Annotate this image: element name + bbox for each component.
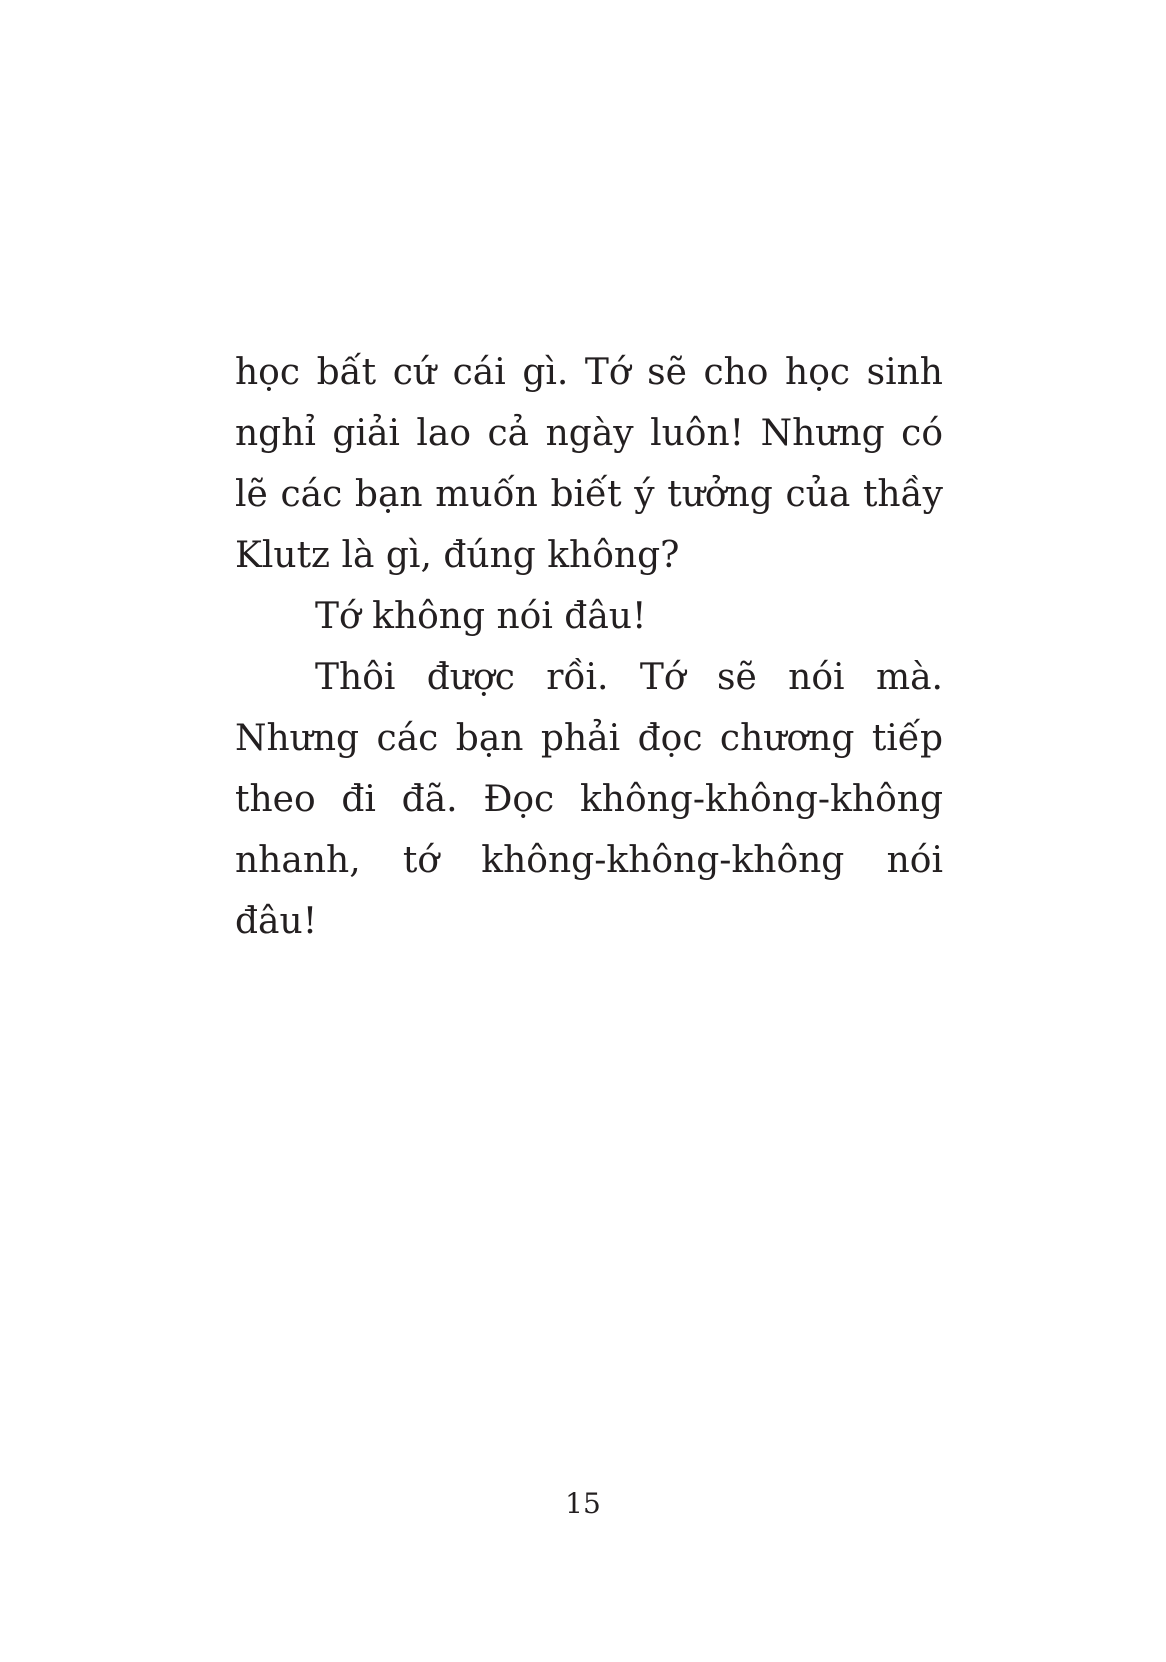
paragraph-continuation: học bất cứ cái gì. Tớ sẽ cho học sinh nghỉ giải lao cả ngày luôn! Nhưng có lẽ các bạn muốn biết ý tưởng của thầy Klutz là gì, đúng không? [235, 352, 943, 576]
paragraph: Tớ không nói đâu! [315, 596, 647, 637]
paragraph: Thôi được rồi. Tớ sẽ nói mà. Nhưng các bạn phải đọc chương tiếp theo đi đã. Đọc không-không-không nhanh, tớ không-không-không nói đâu! [235, 657, 943, 942]
page-number: 15 [565, 1487, 601, 1520]
body-text [235, 342, 943, 952]
